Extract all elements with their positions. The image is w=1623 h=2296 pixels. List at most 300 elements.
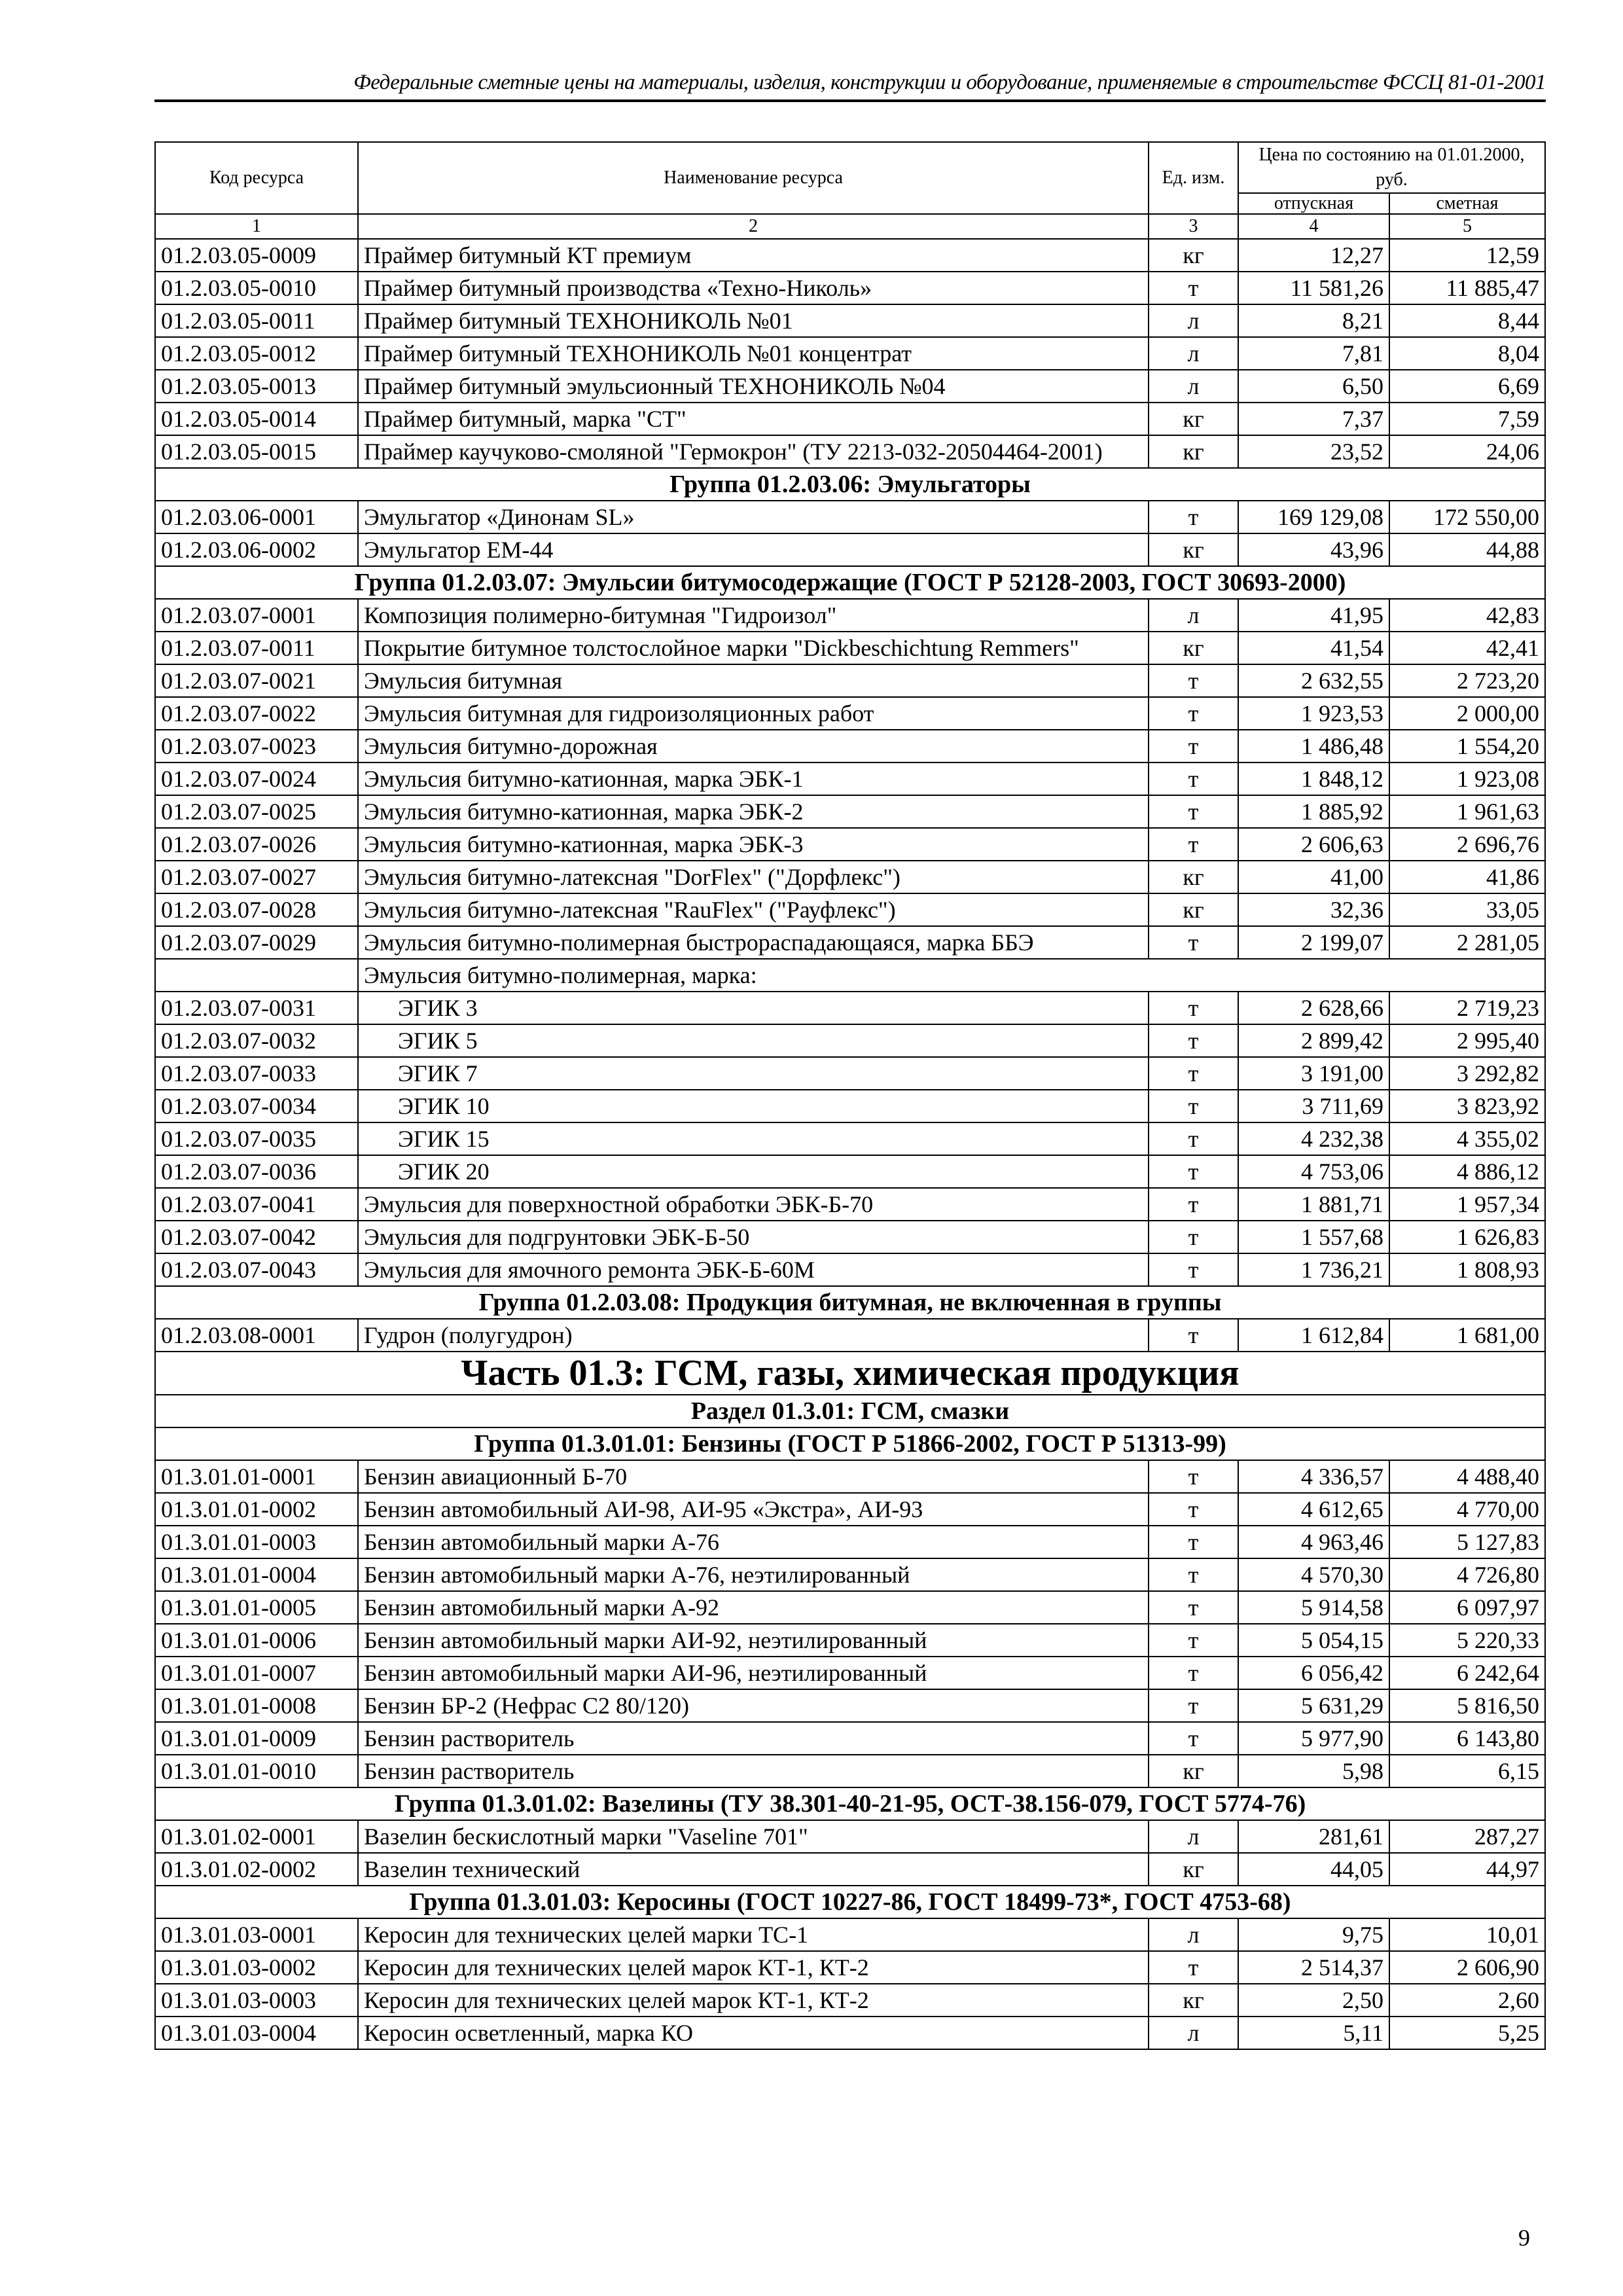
col-name: Наименование ресурса	[358, 142, 1149, 214]
estimate-price: 5 127,83	[1389, 1526, 1545, 1558]
resource-code: 01.2.03.07-0031	[155, 992, 358, 1024]
col-number: 1	[155, 214, 358, 239]
unit: т	[1149, 1493, 1238, 1526]
resource-code: 01.3.01.01-0006	[155, 1624, 358, 1657]
resource-code: 01.2.03.06-0002	[155, 533, 358, 566]
release-price: 43,96	[1238, 533, 1389, 566]
resource-name: Эмульгатор ЕМ-44	[358, 533, 1149, 566]
unit: т	[1149, 1460, 1238, 1493]
resource-name: ЭГИК 5	[358, 1024, 1149, 1057]
group-title: Часть 01.3: ГСМ, газы, химическая продукция	[155, 1352, 1545, 1395]
release-price: 7,81	[1238, 337, 1389, 370]
estimate-price: 2 723,20	[1389, 664, 1545, 697]
table-row	[155, 435, 1545, 468]
release-price: 1 885,92	[1238, 795, 1389, 828]
col-number: 2	[358, 214, 1149, 239]
group-title: Группа 01.3.01.03: Керосины (ГОСТ 10227-86, ГОСТ 18499-73*, ГОСТ 4753-68)	[155, 1886, 1545, 1918]
resource-code: 01.2.03.06-0001	[155, 501, 358, 533]
resource-code: 01.2.03.07-0033	[155, 1057, 358, 1090]
resource-name: ЭГИК 7	[358, 1057, 1149, 1090]
unit: т	[1149, 1188, 1238, 1221]
release-price: 11 581,26	[1238, 272, 1389, 304]
table-row	[155, 828, 1545, 861]
table-row	[155, 1689, 1545, 1722]
resource-code: 01.2.03.07-0029	[155, 926, 358, 959]
resource-name: Бензин растворитель	[358, 1755, 1149, 1787]
unit: т	[1149, 926, 1238, 959]
release-price: 1 486,48	[1238, 730, 1389, 762]
release-price: 2 606,63	[1238, 828, 1389, 861]
estimate-price: 2 719,23	[1389, 992, 1545, 1024]
col-release-price: отпускная	[1238, 193, 1389, 214]
estimate-price: 1 626,83	[1389, 1221, 1545, 1253]
table-row	[155, 697, 1545, 730]
part-heading-row	[155, 1352, 1545, 1395]
unit: т	[1149, 1122, 1238, 1155]
resource-name: Керосин для технических целей марки ТС-1	[358, 1918, 1149, 1951]
estimate-price: 12,59	[1389, 239, 1545, 272]
col-number: 4	[1238, 214, 1389, 239]
estimate-price: 1 957,34	[1389, 1188, 1545, 1221]
table-row	[155, 370, 1545, 403]
group-heading-row	[155, 566, 1545, 599]
release-price: 2,50	[1238, 1984, 1389, 2017]
release-price: 4 232,38	[1238, 1122, 1389, 1155]
estimate-price: 42,41	[1389, 632, 1545, 664]
release-price: 44,05	[1238, 1853, 1389, 1886]
resource-code: 01.3.01.02-0002	[155, 1853, 358, 1886]
table-row	[155, 337, 1545, 370]
table-row	[155, 1558, 1545, 1591]
estimate-price: 33,05	[1389, 893, 1545, 926]
resource-name: Праймер битумный ТЕХНОНИКОЛЬ №01 концентрат	[358, 337, 1149, 370]
group-heading-row	[155, 1427, 1545, 1460]
resource-name: Эмульсия битумно-полимерная быстрораспадающаяся, марка ББЭ	[358, 926, 1149, 959]
estimate-price: 5 220,33	[1389, 1624, 1545, 1657]
release-price: 7,37	[1238, 403, 1389, 435]
table-row	[155, 1984, 1545, 2017]
release-price: 4 963,46	[1238, 1526, 1389, 1558]
table-row	[155, 1024, 1545, 1057]
table-row	[155, 1591, 1545, 1624]
table-row	[155, 1657, 1545, 1689]
release-price: 4 570,30	[1238, 1558, 1389, 1591]
unit: т	[1149, 1526, 1238, 1558]
estimate-price: 3 292,82	[1389, 1057, 1545, 1090]
table-row	[155, 1722, 1545, 1755]
header-rule	[154, 99, 1546, 102]
resource-code: 01.2.03.07-0035	[155, 1122, 358, 1155]
resource-code: 01.3.01.03-0001	[155, 1918, 358, 1951]
release-price: 8,21	[1238, 304, 1389, 337]
resource-code: 01.3.01.01-0005	[155, 1591, 358, 1624]
estimate-price: 2 281,05	[1389, 926, 1545, 959]
unit: кг	[1149, 533, 1238, 566]
table-row	[155, 1624, 1545, 1657]
release-price: 5 914,58	[1238, 1591, 1389, 1624]
resource-code: 01.2.03.07-0001	[155, 599, 358, 632]
table-row	[155, 1057, 1545, 1090]
unit: т	[1149, 501, 1238, 533]
unit: кг	[1149, 239, 1238, 272]
resource-name: Гудрон (полугудрон)	[358, 1319, 1149, 1352]
resource-code: 01.2.03.07-0011	[155, 632, 358, 664]
table-row	[155, 632, 1545, 664]
estimate-price: 6,69	[1389, 370, 1545, 403]
release-price: 5 977,90	[1238, 1722, 1389, 1755]
resource-name: Покрытие битумное толстослойное марки "Dickbeschichtung Remmers"	[358, 632, 1149, 664]
col-price: Цена по состоянию на 01.01.2000, руб.	[1238, 142, 1545, 193]
col-estimate-price: сметная	[1389, 193, 1545, 214]
release-price: 4 336,57	[1238, 1460, 1389, 1493]
resource-code: 01.2.03.05-0009	[155, 239, 358, 272]
estimate-price: 1 961,63	[1389, 795, 1545, 828]
table-row	[155, 403, 1545, 435]
resource-name: Керосин для технических целей марок КТ-1, КТ-2	[358, 1984, 1149, 2017]
resource-code: 01.3.01.03-0004	[155, 2017, 358, 2049]
unit: т	[1149, 1689, 1238, 1722]
table-row	[155, 1951, 1545, 1984]
release-price: 1 848,12	[1238, 762, 1389, 795]
resource-code: 01.2.03.05-0010	[155, 272, 358, 304]
resource-name: ЭГИК 3	[358, 992, 1149, 1024]
resource-code: 01.2.03.07-0028	[155, 893, 358, 926]
resource-name: Эмульсия битумно-катионная, марка ЭБК-3	[358, 828, 1149, 861]
resource-name: Бензин автомобильный марки АИ-96, неэтилированный	[358, 1657, 1149, 1689]
estimate-price: 4 488,40	[1389, 1460, 1545, 1493]
resource-code: 01.2.03.07-0023	[155, 730, 358, 762]
resource-name: Бензин БР-2 (Нефрас С2 80/120)	[358, 1689, 1149, 1722]
estimate-price: 2 000,00	[1389, 697, 1545, 730]
estimate-price: 5 816,50	[1389, 1689, 1545, 1722]
unit: т	[1149, 1221, 1238, 1253]
estimate-price: 2,60	[1389, 1984, 1545, 2017]
estimate-price: 172 550,00	[1389, 501, 1545, 533]
resource-code: 01.3.01.01-0001	[155, 1460, 358, 1493]
estimate-price: 1 808,93	[1389, 1253, 1545, 1286]
resource-name: ЭГИК 15	[358, 1122, 1149, 1155]
resource-code: 01.3.01.01-0004	[155, 1558, 358, 1591]
col-unit: Ед. изм.	[1149, 142, 1238, 214]
table-row	[155, 533, 1545, 566]
release-price: 41,00	[1238, 861, 1389, 893]
estimate-price: 7,59	[1389, 403, 1545, 435]
release-price: 5 054,15	[1238, 1624, 1389, 1657]
estimate-price: 2 606,90	[1389, 1951, 1545, 1984]
resource-name: Праймер битумный, марка "СТ"	[358, 403, 1149, 435]
resource-name: Бензин растворитель	[358, 1722, 1149, 1755]
unit: т	[1149, 1722, 1238, 1755]
resource-code: 01.2.03.07-0022	[155, 697, 358, 730]
resource-name: Эмульгатор «Динонам SL»	[358, 501, 1149, 533]
estimate-price: 1 923,08	[1389, 762, 1545, 795]
estimate-price: 6 242,64	[1389, 1657, 1545, 1689]
estimate-price: 3 823,92	[1389, 1090, 1545, 1122]
unit: т	[1149, 795, 1238, 828]
table-row	[155, 664, 1545, 697]
release-price: 2 199,07	[1238, 926, 1389, 959]
table-row	[155, 1221, 1545, 1253]
release-price: 1 612,84	[1238, 1319, 1389, 1352]
resource-code: 01.2.03.07-0043	[155, 1253, 358, 1286]
estimate-price: 1 681,00	[1389, 1319, 1545, 1352]
unit: л	[1149, 599, 1238, 632]
release-price: 1 923,53	[1238, 697, 1389, 730]
release-price: 2 514,37	[1238, 1951, 1389, 1984]
resource-code: 01.3.01.01-0003	[155, 1526, 358, 1558]
unit: т	[1149, 762, 1238, 795]
resource-code: 01.2.03.08-0001	[155, 1319, 358, 1352]
estimate-price: 8,04	[1389, 337, 1545, 370]
resource-code: 01.3.01.01-0007	[155, 1657, 358, 1689]
resource-name: Эмульсия для поверхностной обработки ЭБК-Б-70	[358, 1188, 1149, 1221]
release-price: 5,98	[1238, 1755, 1389, 1787]
release-price: 4 612,65	[1238, 1493, 1389, 1526]
resource-code: 01.3.01.01-0009	[155, 1722, 358, 1755]
estimate-price: 11 885,47	[1389, 272, 1545, 304]
group-title: Группа 01.2.03.06: Эмульгаторы	[155, 468, 1545, 501]
resource-code: 01.3.01.03-0002	[155, 1951, 358, 1984]
resource-name: Праймер битумный эмульсионный ТЕХНОНИКОЛЬ №04	[358, 370, 1149, 403]
estimate-price: 44,88	[1389, 533, 1545, 566]
unit: кг	[1149, 1853, 1238, 1886]
resource-name: Праймер каучуково-смоляной "Гермокрон" (ТУ 2213-032-20504464-2001)	[358, 435, 1149, 468]
resource-name: Эмульсия битумно-латексная "RauFlex" ("Рауфлекс")	[358, 893, 1149, 926]
table-row	[155, 1188, 1545, 1221]
resource-name: Праймер битумный производства «Техно-Николь»	[358, 272, 1149, 304]
resource-name: Эмульсия битумная для гидроизоляционных работ	[358, 697, 1149, 730]
unit: л	[1149, 1820, 1238, 1853]
price-table	[154, 141, 1546, 2050]
table-row	[155, 501, 1545, 533]
group-heading-row	[155, 1286, 1545, 1319]
group-heading-row	[155, 1787, 1545, 1820]
resource-name: Керосин для технических целей марок КТ-1, КТ-2	[358, 1951, 1149, 1984]
resource-name: Эмульсия битумно-латексная "DorFlex" ("Дорфлекс")	[358, 861, 1149, 893]
unit: л	[1149, 1918, 1238, 1951]
estimate-price: 4 726,80	[1389, 1558, 1545, 1591]
release-price: 2 632,55	[1238, 664, 1389, 697]
release-price: 5,11	[1238, 2017, 1389, 2049]
estimate-price: 6 143,80	[1389, 1722, 1545, 1755]
estimate-price: 44,97	[1389, 1853, 1545, 1886]
table-row	[155, 1853, 1545, 1886]
unit: т	[1149, 1155, 1238, 1188]
unit: т	[1149, 1319, 1238, 1352]
col-code: Код ресурса	[155, 142, 358, 214]
table-row	[155, 272, 1545, 304]
resource-name: Эмульсия для ямочного ремонта ЭБК-Б-60М	[358, 1253, 1149, 1286]
table-row	[155, 795, 1545, 828]
group-title: Группа 01.3.01.02: Вазелины (ТУ 38.301-40-21-95, ОСТ-38.156-079, ГОСТ 5774-76)	[155, 1787, 1545, 1820]
group-title: Группа 01.3.01.01: Бензины (ГОСТ Р 51866-2002, ГОСТ Р 51313-99)	[155, 1427, 1545, 1460]
unit: л	[1149, 337, 1238, 370]
table-row	[155, 2017, 1545, 2049]
table-row	[155, 992, 1545, 1024]
resource-name: Бензин автомобильный АИ-98, АИ-95 «Экстра», АИ-93	[358, 1493, 1149, 1526]
resource-code: 01.2.03.07-0032	[155, 1024, 358, 1057]
unit: т	[1149, 1657, 1238, 1689]
resource-code: 01.2.03.07-0036	[155, 1155, 358, 1188]
resource-name: Эмульсия битумно-дорожная	[358, 730, 1149, 762]
resource-code: 01.2.03.05-0012	[155, 337, 358, 370]
unit: л	[1149, 304, 1238, 337]
table-row	[155, 599, 1545, 632]
resource-name: Бензин авиационный Б-70	[358, 1460, 1149, 1493]
group-heading-row	[155, 1886, 1545, 1918]
resource-name: Бензин автомобильный марки А-92	[358, 1591, 1149, 1624]
resource-name: Праймер битумный КТ премиум	[358, 239, 1149, 272]
resource-code: 01.3.01.01-0002	[155, 1493, 358, 1526]
estimate-price: 5,25	[1389, 2017, 1545, 2049]
table-row	[155, 1122, 1545, 1155]
estimate-price: 6,15	[1389, 1755, 1545, 1787]
table-row	[155, 926, 1545, 959]
unit: т	[1149, 697, 1238, 730]
release-price: 1 557,68	[1238, 1221, 1389, 1253]
resource-name: Праймер битумный ТЕХНОНИКОЛЬ №01	[358, 304, 1149, 337]
table-row	[155, 1526, 1545, 1558]
release-price: 3 711,69	[1238, 1090, 1389, 1122]
subheading-name: Эмульсия битумно-полимерная, марка:	[358, 959, 1545, 992]
resource-code: 01.2.03.05-0013	[155, 370, 358, 403]
unit: кг	[1149, 893, 1238, 926]
estimate-price: 287,27	[1389, 1820, 1545, 1853]
unit: кг	[1149, 435, 1238, 468]
estimate-price: 1 554,20	[1389, 730, 1545, 762]
release-price: 5 631,29	[1238, 1689, 1389, 1722]
estimate-price: 42,83	[1389, 599, 1545, 632]
table-row	[155, 1820, 1545, 1853]
resource-name: ЭГИК 20	[358, 1155, 1149, 1188]
unit: т	[1149, 1558, 1238, 1591]
table-row	[155, 1319, 1545, 1352]
release-price: 32,36	[1238, 893, 1389, 926]
estimate-price: 41,86	[1389, 861, 1545, 893]
unit: т	[1149, 1253, 1238, 1286]
release-price: 6 056,42	[1238, 1657, 1389, 1689]
group-heading-row	[155, 1395, 1545, 1427]
release-price: 23,52	[1238, 435, 1389, 468]
column-numbers-row	[155, 214, 1545, 239]
table-row	[155, 1155, 1545, 1188]
unit: т	[1149, 1951, 1238, 1984]
unit: т	[1149, 272, 1238, 304]
unit: л	[1149, 2017, 1238, 2049]
release-price: 2 628,66	[1238, 992, 1389, 1024]
resource-code: 01.2.03.07-0026	[155, 828, 358, 861]
resource-code: 01.2.03.07-0024	[155, 762, 358, 795]
page-number: 9	[1518, 2225, 1530, 2251]
group-title: Группа 01.2.03.08: Продукция битумная, не включенная в группы	[155, 1286, 1545, 1319]
group-heading-row	[155, 468, 1545, 501]
resource-code: 01.2.03.07-0021	[155, 664, 358, 697]
table-row	[155, 861, 1545, 893]
table-row	[155, 1460, 1545, 1493]
release-price: 1 736,21	[1238, 1253, 1389, 1286]
unit: т	[1149, 1090, 1238, 1122]
unit: т	[1149, 1624, 1238, 1657]
resource-name: ЭГИК 10	[358, 1090, 1149, 1122]
estimate-price: 4 886,12	[1389, 1155, 1545, 1188]
resource-code: 01.2.03.07-0041	[155, 1188, 358, 1221]
release-price: 6,50	[1238, 370, 1389, 403]
unit: кг	[1149, 632, 1238, 664]
table-row	[155, 1755, 1545, 1787]
col-number: 3	[1149, 214, 1238, 239]
unit: т	[1149, 664, 1238, 697]
table-row	[155, 1090, 1545, 1122]
table-row	[155, 1493, 1545, 1526]
resource-code: 01.3.01.03-0003	[155, 1984, 358, 2017]
resource-name: Вазелин бескислотный марки "Vaseline 701"	[358, 1820, 1149, 1853]
estimate-price: 4 355,02	[1389, 1122, 1545, 1155]
release-price: 41,54	[1238, 632, 1389, 664]
resource-code: 01.2.03.05-0011	[155, 304, 358, 337]
resource-code: 01.3.01.02-0001	[155, 1820, 358, 1853]
resource-code: 01.2.03.05-0014	[155, 403, 358, 435]
unit: кг	[1149, 1755, 1238, 1787]
estimate-price: 4 770,00	[1389, 1493, 1545, 1526]
resource-code: 01.3.01.01-0010	[155, 1755, 358, 1787]
release-price: 2 899,42	[1238, 1024, 1389, 1057]
release-price: 1 881,71	[1238, 1188, 1389, 1221]
resource-name: Эмульсия битумно-катионная, марка ЭБК-2	[358, 795, 1149, 828]
resource-name: Бензин автомобильный марки А-76	[358, 1526, 1149, 1558]
release-price: 169 129,08	[1238, 501, 1389, 533]
resource-name: Эмульсия битумно-катионная, марка ЭБК-1	[358, 762, 1149, 795]
table-row	[155, 239, 1545, 272]
release-price: 3 191,00	[1238, 1057, 1389, 1090]
resource-name: Композиция полимерно-битумная "Гидроизол"	[358, 599, 1149, 632]
estimate-price: 24,06	[1389, 435, 1545, 468]
unit: т	[1149, 992, 1238, 1024]
table-row	[155, 1918, 1545, 1951]
unit: т	[1149, 1057, 1238, 1090]
estimate-price: 10,01	[1389, 1918, 1545, 1951]
release-price: 281,61	[1238, 1820, 1389, 1853]
estimate-price: 2 696,76	[1389, 828, 1545, 861]
release-price: 9,75	[1238, 1918, 1389, 1951]
running-title: Федеральные сметные цены на материалы, изделия, конструкции и оборудование, применяемые в строительстве ФССЦ 81-01-2001	[353, 71, 1546, 94]
table-row	[155, 730, 1545, 762]
estimate-price: 8,44	[1389, 304, 1545, 337]
unit: л	[1149, 370, 1238, 403]
resource-name: Бензин автомобильный марки А-76, неэтилированный	[358, 1558, 1149, 1591]
table-row	[155, 304, 1545, 337]
release-price: 41,95	[1238, 599, 1389, 632]
estimate-price: 2 995,40	[1389, 1024, 1545, 1057]
group-title: Раздел 01.3.01: ГСМ, смазки	[155, 1395, 1545, 1427]
release-price: 12,27	[1238, 239, 1389, 272]
resource-code: 01.2.03.07-0027	[155, 861, 358, 893]
resource-code: 01.3.01.01-0008	[155, 1689, 358, 1722]
unit: кг	[1149, 861, 1238, 893]
table-row	[155, 1253, 1545, 1286]
resource-name: Вазелин технический	[358, 1853, 1149, 1886]
resource-name: Бензин автомобильный марки АИ-92, неэтилированный	[358, 1624, 1149, 1657]
resource-code: 01.2.03.07-0042	[155, 1221, 358, 1253]
resource-name: Эмульсия для подгрунтовки ЭБК-Б-50	[358, 1221, 1149, 1253]
unit: т	[1149, 828, 1238, 861]
table-row	[155, 893, 1545, 926]
code-cell	[155, 959, 358, 992]
unit: кг	[1149, 1984, 1238, 2017]
resource-code: 01.2.03.07-0034	[155, 1090, 358, 1122]
unit: т	[1149, 1591, 1238, 1624]
subheading-row	[155, 959, 1545, 992]
table-row	[155, 762, 1545, 795]
